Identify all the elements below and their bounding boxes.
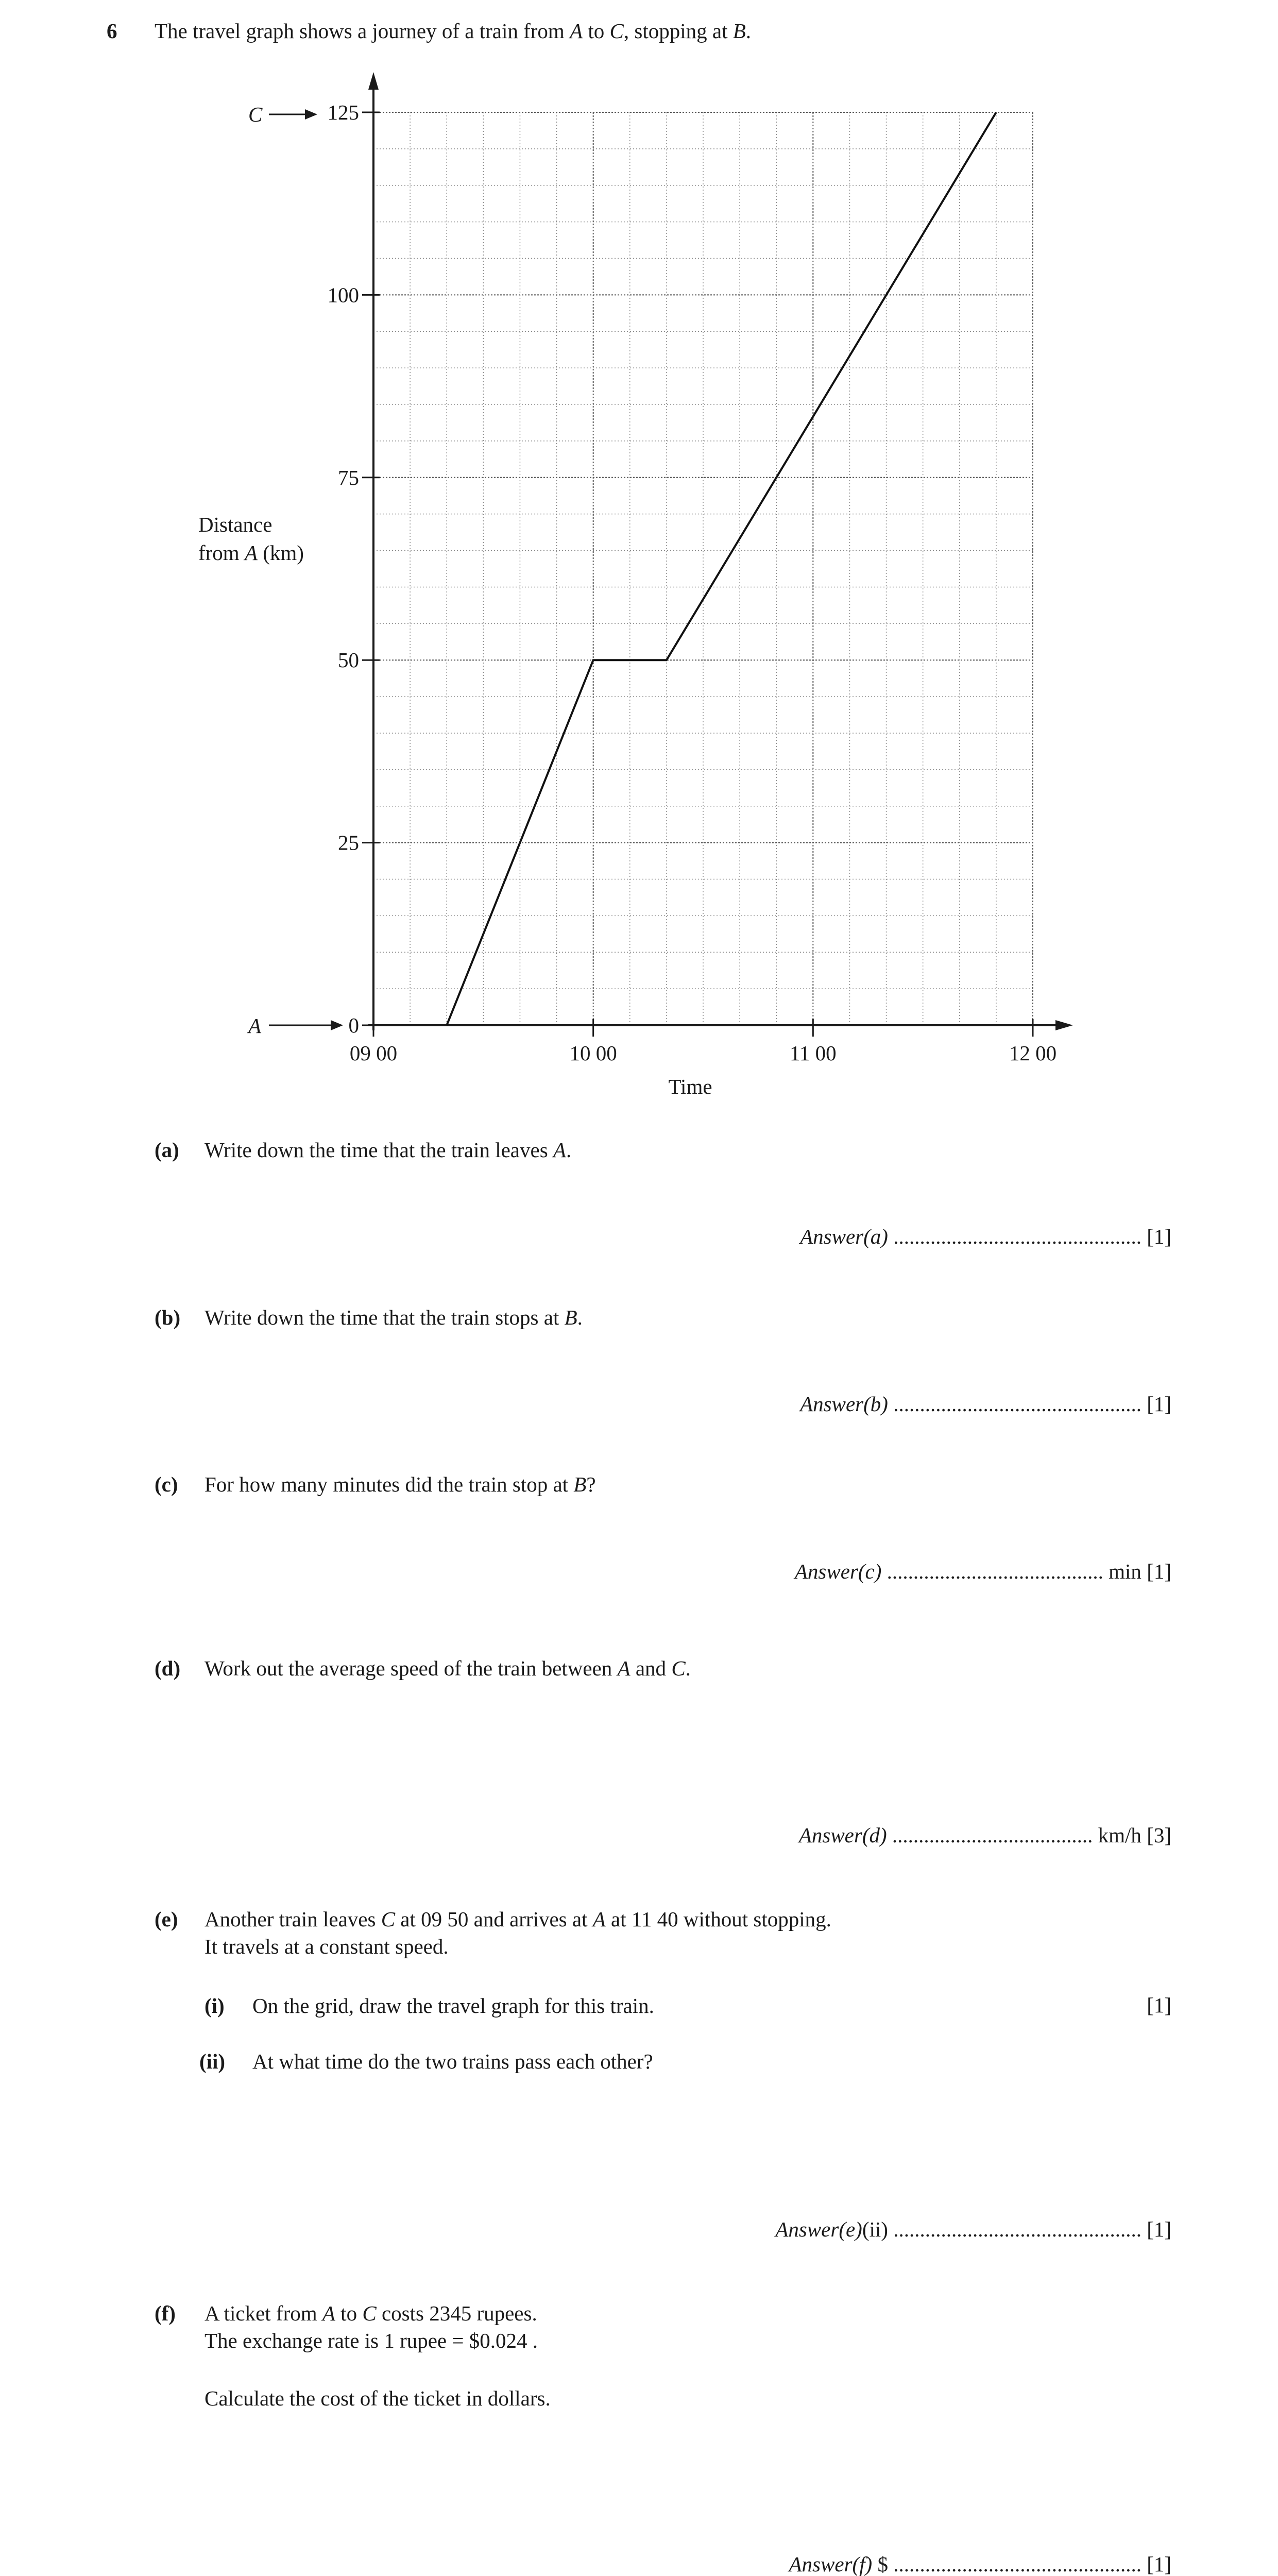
y-axis-label-line2: from A (km)	[198, 541, 304, 565]
part-d-text: Work out the average speed of the train between	[205, 1656, 618, 1680]
part-a-label: (a)	[155, 1138, 179, 1162]
part-e-ii-label: (ii)	[199, 2049, 226, 2073]
part-d-var-a: A	[617, 1656, 631, 1680]
part-c-text: For how many minutes did the train stop at	[205, 1472, 574, 1496]
axes	[368, 72, 1073, 1030]
intro-text: .	[745, 19, 752, 43]
question-number: 6	[107, 19, 117, 43]
answer-d-line[interactable]	[799, 1823, 1171, 1848]
part-d-question	[205, 1655, 691, 1682]
answer-e-ii-suffix: (ii)	[862, 2217, 888, 2241]
answer-f-line[interactable]	[789, 2552, 1171, 2576]
answer-b-dots[interactable]: ...............................................	[893, 1392, 1141, 1416]
x-tick-label: 10 00	[569, 1041, 617, 1065]
answer-e-ii-marks: [1]	[1147, 2217, 1171, 2241]
y-tick-label: 50	[338, 648, 359, 672]
part-b-label: (b)	[155, 1306, 181, 1329]
part-f-var-c: C	[362, 2301, 377, 2325]
x-tick-label: 11 00	[789, 1041, 837, 1065]
answer-e-ii-dots[interactable]: ...............................................	[893, 2217, 1141, 2241]
answer-c-marks: [1]	[1147, 1560, 1171, 1583]
answer-a-label: Answer(a)	[800, 1225, 888, 1248]
y-axis-arrowhead	[368, 72, 379, 90]
answer-f-dots[interactable]: ...............................................	[893, 2552, 1141, 2576]
part-e-question-line2: It travels at a constant speed.	[205, 1935, 449, 1958]
train-journey-line	[447, 112, 996, 1025]
answer-d-marks: [3]	[1147, 1823, 1171, 1847]
part-d-text: and	[630, 1656, 672, 1680]
answer-e-ii-label: Answer(e)	[775, 2217, 862, 2241]
part-c-var: B	[573, 1472, 587, 1496]
part-e-var-c: C	[381, 1907, 396, 1931]
intro-var-c: C	[609, 19, 624, 43]
part-f-text: to	[335, 2301, 363, 2325]
x-axis-label: Time	[668, 1075, 712, 1098]
intro-text: The travel graph shows a journey of a train from	[155, 19, 570, 43]
part-d-text: .	[685, 1656, 691, 1680]
part-f-question-line1	[205, 2300, 537, 2327]
point-a-label: A	[248, 1014, 262, 1038]
y-tick-label: 125	[327, 100, 359, 124]
part-a-text: Write down the time that the train leaves	[205, 1138, 553, 1162]
x-tick-label: 12 00	[1009, 1041, 1057, 1065]
part-f-question-line3: Calculate the cost of the ticket in dollars.	[205, 2386, 551, 2410]
part-f-text: A ticket from	[205, 2301, 322, 2325]
part-e-var-a: A	[592, 1907, 606, 1931]
answer-e-ii-line[interactable]	[775, 2217, 1171, 2242]
intro-text: to	[583, 19, 610, 43]
part-f-text: costs 2345 rupees.	[376, 2301, 537, 2325]
answer-c-line[interactable]	[795, 1559, 1171, 1584]
point-a-arrow-head	[331, 1020, 343, 1030]
y-tick-label: 75	[338, 465, 359, 489]
part-e-text: Another train leaves	[205, 1907, 381, 1931]
point-c-arrow-head	[305, 109, 317, 120]
part-c-label: (c)	[155, 1472, 178, 1496]
answer-d-unit: km/h	[1098, 1823, 1141, 1847]
part-b-var: B	[564, 1306, 577, 1329]
axis-ticks	[328, 100, 1057, 1065]
part-c-text: ?	[586, 1472, 596, 1496]
answer-a-marks: [1]	[1147, 1225, 1171, 1248]
answer-b-label: Answer(b)	[800, 1392, 888, 1416]
grid-minor-lines	[373, 112, 1033, 1025]
intro-var-a: A	[570, 19, 583, 43]
part-d-var-c: C	[671, 1656, 686, 1680]
part-e-text: at 09 50 and arrives at	[395, 1907, 593, 1931]
answer-b-marks: [1]	[1147, 1392, 1171, 1416]
answer-a-dots[interactable]: ...............................................	[893, 1225, 1141, 1248]
answer-f-marks: [1]	[1147, 2552, 1171, 2576]
answer-d-dots[interactable]: ......................................	[892, 1823, 1093, 1847]
part-f-label: (f)	[155, 2301, 176, 2325]
part-e-i-marks: [1]	[1147, 1993, 1171, 2017]
answer-f-currency: $	[877, 2552, 888, 2576]
part-b-question	[205, 1304, 583, 1331]
intro-text: , stopping at	[623, 19, 733, 43]
answer-f-label: Answer(f)	[789, 2552, 873, 2576]
part-e-question-line1	[205, 1906, 831, 1933]
answer-b-line[interactable]	[800, 1392, 1171, 1416]
part-a-text: .	[566, 1138, 572, 1162]
part-e-i-question: On the grid, draw the travel graph for this train.	[252, 1994, 654, 2018]
y-tick-label: 100	[327, 283, 359, 307]
part-d-label: (d)	[155, 1656, 181, 1680]
travel-graph[interactable]	[0, 0, 1278, 1133]
part-f-var-a: A	[322, 2301, 335, 2325]
part-e-text: at 11 40 without stopping.	[605, 1907, 831, 1931]
answer-c-unit: min	[1109, 1560, 1141, 1583]
y-tick-label: 0	[348, 1013, 359, 1037]
part-e-label: (e)	[155, 1907, 178, 1931]
answer-d-label: Answer(d)	[798, 1823, 887, 1847]
part-b-text: Write down the time that the train stops at	[205, 1306, 565, 1329]
part-a-question	[205, 1137, 571, 1163]
x-axis-arrowhead	[1055, 1020, 1073, 1030]
point-c-label: C	[248, 103, 263, 126]
y-axis-label-line1: Distance	[198, 513, 272, 536]
series	[447, 112, 996, 1025]
part-e-i-label: (i)	[205, 1994, 225, 2018]
intro-var-b: B	[732, 19, 746, 43]
answer-c-dots[interactable]: .........................................	[887, 1560, 1103, 1583]
part-a-var: A	[553, 1138, 566, 1162]
part-b-text: .	[577, 1306, 583, 1329]
y-tick-label: 25	[338, 831, 359, 855]
x-tick-label: 09 00	[349, 1041, 398, 1065]
answer-a-line[interactable]	[800, 1224, 1171, 1249]
part-f-question-line2: The exchange rate is 1 rupee = $0.024 .	[205, 2329, 538, 2352]
part-c-question	[205, 1471, 596, 1498]
answer-c-label: Answer(c)	[794, 1560, 882, 1583]
part-e-ii-question: At what time do the two trains pass each other?	[252, 2049, 653, 2073]
